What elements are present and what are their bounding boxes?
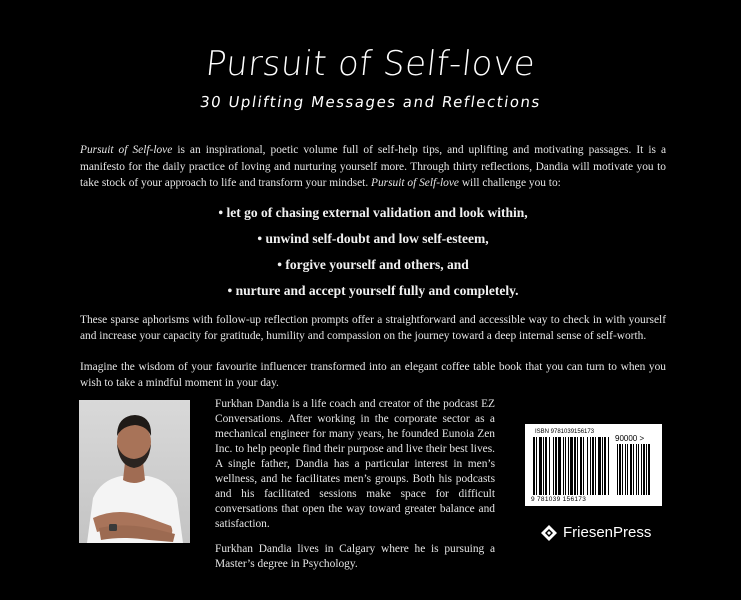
author-bio-paragraph: Furkhan Dandia is a life coach and creator of the podcast EZ Conversations. After working in the corporate sector as a mechanical engineer for many years, he founded Eunoia Zen Inc. to help people find their purpose and live their best lives. A single father, Dandia has a particular interest in men’s wellness, and he facilitates men’s groups. Both his podcasts and his facilitated sessions make space for difficult conversations that open the way toward greater balance and satisfaction. <box>215 398 495 530</box>
friesenpress-logo-icon <box>541 525 557 541</box>
publisher-name: FriesenPress <box>563 524 652 541</box>
author-photo <box>79 400 190 543</box>
bullet-item: • nurture and accept yourself fully and completely. <box>227 282 519 298</box>
blurb-p1-text: is an inspirational, poetic volume full of self-help tips, and uplifting and motivating passages. It is a manifesto for the daily practice of loving and nurturing yourself more. Through thirty reflections, Dandia will motivate you to take stock of your approach to life and transform your mindset. <box>80 144 666 189</box>
blurb-bullet-list <box>80 204 666 300</box>
blurb-title-ref: Pursuit of Self-love <box>80 144 173 156</box>
bullet-item: • unwind self-doubt and low self-esteem, <box>257 230 489 246</box>
book-title: Pursuit of Self-love <box>203 44 538 84</box>
publisher-logo <box>541 524 651 541</box>
barcode-bars-icon <box>525 424 662 506</box>
blurb-paragraph-2: These sparse aphorisms with follow-up reflection prompts offer a straightforward and accessible way to check in with yourself and increase your capacity for gratitude, humility and compassion on the journey toward a deep internal sense of self-worth. <box>80 313 666 342</box>
book-blurb <box>80 142 666 392</box>
book-subtitle: 30 Uplifting Messages and Reflections <box>198 93 543 111</box>
barcode-digits: 9 781039 156173 <box>531 496 587 503</box>
author-location-paragraph: Furkhan Dandia lives in Calgary where he is pursuing a Master’s degree in Psychology. <box>215 543 495 570</box>
blurb-paragraph-3: Imagine the wisdom of your favourite influencer transformed into an elegant coffee table book that you can turn to when you wish to take a mindful moment in your day. <box>80 360 666 389</box>
author-bio <box>215 397 495 572</box>
price-code: 90000 > <box>615 434 645 443</box>
blurb-title-ref-2: Pursuit of Self-love <box>371 177 459 189</box>
blurb-p1-end: will challenge you to: <box>458 177 561 189</box>
blurb-paragraph-1 <box>80 142 666 192</box>
isbn-label: ISBN 9781039156173 <box>535 429 595 435</box>
isbn-barcode <box>525 424 662 506</box>
bullet-item: • forgive yourself and others, and <box>277 256 469 272</box>
bullet-item: • let go of chasing external validation and look within, <box>218 204 528 220</box>
